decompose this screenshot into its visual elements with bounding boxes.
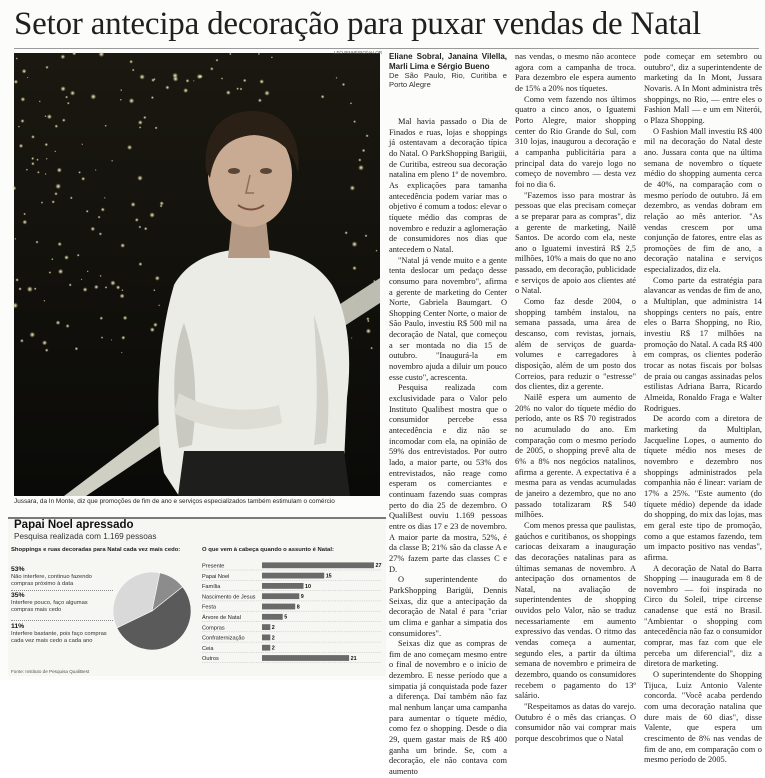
bar <box>262 583 304 589</box>
light-dot <box>353 120 356 123</box>
paragraph: Seixas diz que as compras de fim de ano começam mesmo entre o final de novembro e o início de dezembro. E nesse período que a simpatia já conquistada pode fazer a diferença. Daí também não faz mal nenhum lançar uma campanha para aumentar o tíquete médio, como fez o shopping. Desde o dia 29, quem gastar mais de R$ 400 ganha um brinde. Se, com a decoração, ele não contava com aumento <box>389 639 507 777</box>
paragraph: De acordo com a diretora de marketing da Multiplan, Jacqueline Lopes, o aumento do tíquete médio nos meses de novembro e dezembro nos shoppings administrados pela companhia não é linear: variam de 17% a 25%. "Este aumento (do tíquete médio) depende da idade do shopping, do mix das lojas, mas em geral este tipo de promoção, como a que estamos fazendo, tem um impacto positivo nas vendas", afirma. <box>644 414 762 562</box>
pie-legend-percent: 53% <box>11 566 25 573</box>
light-dot <box>243 79 247 83</box>
light-dot <box>12 303 18 309</box>
light-dot <box>105 125 107 127</box>
bar-category-label: Compras <box>202 625 225 632</box>
pie-legend-entry <box>11 566 109 588</box>
light-dot <box>100 316 104 320</box>
bar-category-label: Família <box>202 584 221 591</box>
bar <box>262 604 295 610</box>
light-dot <box>72 51 76 55</box>
light-dot <box>149 212 155 218</box>
light-dot <box>54 192 58 196</box>
photo-credit: LEO PINHEIRO/VALOR <box>334 50 383 55</box>
light-dot <box>236 87 239 90</box>
light-dot <box>87 270 89 272</box>
light-dot <box>61 54 66 59</box>
paragraph: pode começar em setembro ou outubro", diz a superintendente de marketing da In Mont, Jussara Novaris. A In Mont administra três shoppings, no Rio, — entre eles o Fashion Mall — e um em Niterói, o Plaza Shopping. <box>644 52 762 125</box>
light-dot <box>358 165 364 171</box>
bar <box>262 593 299 599</box>
headline: Setor antecipa decoração para puxar vendas de Natal <box>14 6 702 42</box>
light-dot <box>31 162 35 166</box>
light-dot <box>101 336 104 339</box>
bar-category-label: Árvore de Natal <box>202 615 241 621</box>
light-dot <box>366 134 369 137</box>
light-dot <box>271 56 273 58</box>
light-dot <box>132 69 135 72</box>
light-dot <box>137 175 143 181</box>
light-dot <box>155 276 160 281</box>
light-dot <box>216 59 219 62</box>
bar-category-label: Papai Noel <box>202 573 230 580</box>
paragraph: Como faz desde 2004, o shopping também instalou, na semana passada, uma área de descanso, com revistas, jornais, além de serviços de guarda-volumes e carregadores à disposição, além de um posto dos Correios, para reduzir o "estresse" dos clientes, diz a gerente. <box>515 297 636 392</box>
article-column-3 <box>644 52 762 765</box>
light-dot <box>358 158 361 161</box>
pie-legend-text: Não interfere, continuo fazendo compras próximo à data <box>11 574 92 587</box>
light-dot <box>131 202 136 207</box>
light-dot <box>34 287 37 290</box>
light-dot <box>31 135 35 139</box>
light-dot <box>151 96 154 99</box>
light-dot <box>31 157 34 160</box>
paragraph: O superintendente do ParkShopping Barigüi, Dennis Seixas, diz que a antecipação da decoração de Natal é para "criar um clima e ganhar a simpatia dos consumidores". <box>389 575 507 638</box>
light-dot <box>26 169 28 171</box>
light-dot <box>144 227 148 231</box>
light-dot <box>352 266 356 270</box>
bar <box>262 645 270 651</box>
light-dot <box>121 336 125 340</box>
light-dot <box>99 232 102 235</box>
light-dot <box>45 143 49 147</box>
light-dot <box>47 114 52 119</box>
light-dot <box>199 74 203 78</box>
bar-value-label: 27 <box>375 563 382 570</box>
light-dot <box>120 243 125 248</box>
light-dot <box>55 183 61 189</box>
light-dot <box>75 347 79 351</box>
paragraph: Pesquisa realizada com exclusividade para o Valor pelo Instituto Qualibest mostra que o consumidor percebe essa antecedência e diz não se incomodar com ela, na opinião de 59% dos entrevistados. Por outro lado, a maior parte, ou 53% dos entrevistados, não reage como esperam os comerciantes e continuam fazendo suas compras perto do dia 25 de dezembro. O QualiBest ouviu 1.169 pessoas entre os dias 17 e 23 de novembro. A maior parte da mostra, 52%, é da classe B; 21% são da classe A e 27% fazem parte das classes C e D. <box>389 383 507 574</box>
bar <box>262 562 374 568</box>
light-dot <box>57 168 62 173</box>
bar <box>262 624 270 630</box>
light-dot <box>160 201 164 205</box>
light-dot <box>111 339 113 341</box>
light-dot <box>86 210 89 213</box>
bar-value-label: 21 <box>350 655 357 662</box>
light-dot <box>45 173 47 175</box>
paragraph: Mal havia passado o Dia de Finados e ruas, lojas e shoppings já ostentavam a decoração típica do Natal. O ParkShopping Barigüi, de Curitiba, estreou sua decoração natalina em pleno 1º de novembro. As explicações para tamanha antecedência podem variar mas o objetivo é comum a todos: elevar o tíquete médio das compras de novembro e reduzir a aglomeração de consumidores nos dias que antecedem o Natal. <box>389 117 507 254</box>
light-dot <box>351 337 353 339</box>
light-dot <box>41 201 44 204</box>
bar-value-label: 2 <box>271 625 275 631</box>
pie-legend-percent: 35% <box>11 592 25 599</box>
paragraph: O Fashion Mall investiu R$ 400 mil na decoração do Natal deste ano. Jussara conta que na última semana de novembro o tíquete médio do shopping aumenta cerca de 40%, na comparação com o mesmo período de outubro. Já em dezembro, as vendas dobram em relação ao mês anterior. "As vendas crescem por uma conjunção de fatores, entre elas as promoções de fim de ano, a decoração natalina e serviços especializados, diz ela. <box>644 126 762 275</box>
paragraph: Como parte da estratégia para alavancar as vendas de fim de ano, a Multiplan, que administra 14 shoppings centers no país, entre eles o Barra Shopping, no Rio, investiu R$ 17 milhões na promoção do Natal. A cada R$ 400 em compras, os clientes poderão trocar as notas fiscais por bolsas de praia ou cangas assinadas pelos estilistas Adriana Barra, Ricardo Almeida, Ronaldo Fraga e Walter Rodrigues. <box>644 275 762 413</box>
light-dot <box>173 76 179 82</box>
light-dot <box>18 126 20 128</box>
light-dot <box>70 91 75 96</box>
light-dot <box>22 220 27 225</box>
light-dot <box>23 213 26 216</box>
light-dot <box>105 286 108 289</box>
light-dot <box>193 80 195 82</box>
light-dot <box>139 74 145 80</box>
light-dot <box>151 78 155 82</box>
article-photo <box>14 53 380 496</box>
light-dot <box>45 348 49 352</box>
light-dot <box>18 287 21 290</box>
light-dot <box>36 158 39 161</box>
light-dot <box>20 339 24 343</box>
pie-chart <box>110 569 194 653</box>
light-dot <box>44 115 46 117</box>
article-column-1 <box>389 52 507 777</box>
light-dot <box>60 86 65 91</box>
light-dot <box>90 94 96 100</box>
light-dot <box>155 126 158 129</box>
bar-value-label: 15 <box>325 573 332 580</box>
light-dot <box>352 241 358 247</box>
pie-legend-percent: 11% <box>11 623 25 630</box>
light-dot <box>120 99 122 101</box>
light-dot <box>94 285 99 290</box>
light-dot <box>367 320 370 323</box>
light-dot <box>22 69 27 74</box>
paragraph: Com menos pressa que paulistas, gaúchos e curitibanos, os shoppings cariocas deixaram a inauguração das decorações natalinas para as últimas semanas de novembro. A antecipação dos ornamentos de Natal, na avaliação de superintendentes de shopping ouvidos pelo Valor, não se traduz necessariamente em aumento expressivo das vendas. O ritmo das vendas começa a aumentar, segundo eles, a partir da última semana de novembro e primeira de dezembro, quando os consumidores recebem o pagamento do 13º salário. <box>515 520 636 701</box>
paragraph: Nailê espera um aumento de 20% no valor do tíquete médio do período, ante os R$ 70 registrados no acumulado do ano. Em comparação com o mesmo período de 2005, o shopping prevê alta de 6% a 8% nos negócios natalinos, afirma a gerente. A expectativa é a mesma para as vendas acumuladas de janeiro a dezembro, que no ano passado totalizaram R$ 540 milhões. <box>515 393 636 520</box>
light-dot <box>27 77 29 79</box>
paragraph: "Fazemos isso para mostrar às pessoas que elas precisam começar a se preparar para as compras", diz a gerente de marketing, Nailê Santos. De acordo com ela, neste ano o Iguatemi investirá R$ 2,5 milhões, 10% a mais do que no ano passado, em decoração, publicidade e serviços de apoio aos clientes até o Natal. <box>515 190 636 296</box>
light-dot <box>158 304 160 306</box>
bar <box>262 573 324 579</box>
light-dot <box>35 241 38 244</box>
paragraph: Como vem fazendo nos últimos quatro a cinco anos, o Iguatemi Porto Alegre, maior shopping center do Rio Grande do Sul, com 310 lojas, inaugurou a decoração e a campanha publicitária para a principal data do varejo logo no começo de novembro — desta vez foi no dia 6. <box>515 94 636 189</box>
light-dot <box>210 67 214 71</box>
paragraph: "Respeitamos as datas do varejo. Outubro é o mês das crianças. O consumidor não vai comprar mais porque descobrimos que o Natal <box>515 702 636 743</box>
light-dot <box>123 316 128 321</box>
paragraph: "Natal já vende muito e a gente tenta deslocar um pedaço desse consumo para novembro", afirma a gerente de marketing do Center Norte, Gabriela Baumgart. O Shopping Center Norte, o maior de São Paulo, investiu R$ 500 mil na decoração de Natal, que começou a ser montada no dia 15 de outubro. "Inaugurá-la em novembro ajuda a diluir um pouco esse custo", acrescenta. <box>389 255 507 382</box>
light-dot <box>129 60 133 64</box>
light-dot <box>139 126 142 129</box>
chart-source: Fonte: Instituto de Pesquisa QualiBest <box>11 669 90 674</box>
light-dot <box>153 289 155 291</box>
light-dot <box>366 328 371 333</box>
light-dot <box>81 143 83 145</box>
bar-value-label: 10 <box>305 583 311 590</box>
light-dot <box>350 102 352 104</box>
light-dot <box>362 149 366 153</box>
infobox-subtitle: Pesquisa realizada com 1.169 pessoas <box>14 532 157 541</box>
light-dot <box>66 324 70 328</box>
light-dot <box>120 294 125 299</box>
light-dot <box>55 124 59 128</box>
light-dot <box>143 116 146 119</box>
pie-legend-entry <box>11 623 109 645</box>
light-dot <box>342 83 345 86</box>
light-dot <box>16 57 18 59</box>
photo-caption: Jussara, da In Monte, diz que promoções de fim de ano e serviços especializados também estimulam o comércio <box>14 498 335 505</box>
light-dot <box>69 283 72 286</box>
light-dot <box>345 231 348 234</box>
light-dot <box>15 278 19 282</box>
light-dot <box>135 218 139 222</box>
pie-chart-question: Shoppings e ruas decoradas para Natal cada vez mais cedo: <box>11 547 181 553</box>
light-dot <box>365 234 368 237</box>
byline <box>389 52 507 89</box>
light-dot <box>52 200 55 203</box>
light-dot <box>64 255 69 260</box>
paragraph: O superintendente do Shopping Tijuca, Luiz Antonio Valente concorda. "Você acaba perdendo com uma decoração natalina que dure mais de 60 dias", disse Valente, que espera um crescimento de 8% nas vendas de fim de ano, em comparação com o mesmo período de 2005. <box>644 670 762 765</box>
light-dot <box>127 145 132 150</box>
paragraph: A decoração de Natal do Barra Shopping — inaugurada em 8 de novembro — foi inspirada no Circo du Soleil, tripe circense canadense que está no Brasil. "Ambientar o shopping com antecedência não faz o consumidor comprar, mas faz com que ele perceba um diferencial", diz a diretora de marketing. <box>644 563 762 669</box>
pie-legend-divider <box>11 590 113 591</box>
light-dot <box>98 51 104 57</box>
light-dot <box>110 280 115 285</box>
light-dot <box>65 96 68 99</box>
light-dot <box>78 171 81 174</box>
headline-rule <box>14 48 759 49</box>
light-dot <box>370 347 373 350</box>
light-dot <box>58 242 62 246</box>
light-dot <box>37 171 40 174</box>
infobox-title: Papai Noel apressado <box>14 519 134 531</box>
light-dot <box>221 77 223 79</box>
light-dot <box>375 250 377 252</box>
light-dot <box>258 53 260 55</box>
light-dot <box>67 102 70 105</box>
bar <box>262 635 270 641</box>
bar-category-label: Festa <box>202 604 216 611</box>
light-dot <box>264 90 269 95</box>
light-dot <box>49 271 52 274</box>
light-dot <box>70 196 73 199</box>
light-dot <box>54 150 56 152</box>
light-dot <box>138 120 143 125</box>
bar-chart-question: O que vem à cabeça quando o assunto é Natal: <box>202 547 334 553</box>
bar-value-label: 5 <box>284 614 288 621</box>
pie-legend-entry <box>11 592 109 614</box>
bar-category-label: Presente <box>202 563 225 570</box>
light-dot <box>240 88 243 91</box>
photo-illustration <box>14 53 380 496</box>
light-dot <box>43 300 45 302</box>
pie-legend-text: Interfere pouco, faço algumas compras mais cedo <box>11 600 88 613</box>
light-dot <box>183 88 188 93</box>
light-dot <box>229 53 232 56</box>
bar-category-label: Nascimento de Jesus <box>202 594 256 601</box>
light-dot <box>14 80 18 84</box>
light-dot <box>129 98 135 104</box>
light-dot <box>45 66 48 69</box>
bar-value-label: 9 <box>300 594 304 601</box>
light-dot <box>120 89 122 91</box>
bar <box>262 614 283 620</box>
paragraph: nas vendas, o mesmo não acontece agora com a campanha de troca. Para dezembro ele espera aumento de 15% a 20% nos tíquetes. <box>515 52 636 93</box>
light-dot <box>350 185 355 190</box>
light-dot <box>121 289 123 291</box>
light-dot <box>258 98 262 102</box>
light-dot <box>62 118 66 122</box>
light-dot <box>98 216 101 219</box>
light-dot <box>81 177 85 181</box>
bar-value-label: 2 <box>271 635 275 642</box>
byline-names: Eliane Sobral, Janaina Vilella, Marli Lima e Sérgio Bueno <box>389 52 507 71</box>
light-dot <box>39 100 41 102</box>
pie-legend-divider <box>11 620 113 621</box>
light-dot <box>186 79 190 83</box>
light-dot <box>12 186 17 191</box>
bar-value-label: 2 <box>271 645 275 652</box>
light-dot <box>153 323 158 328</box>
light-dot <box>81 279 83 281</box>
light-dot <box>46 158 48 160</box>
light-dot <box>111 160 113 162</box>
light-dot <box>150 327 155 332</box>
light-dot <box>101 208 105 212</box>
light-dot <box>104 197 106 199</box>
light-dot <box>336 77 338 79</box>
light-dot <box>58 269 63 274</box>
light-dot <box>51 258 53 260</box>
bar-category-label: Confraternização <box>202 635 245 642</box>
pie-legend-text: Interfere bastante, pois faço compras cada vez mais cedo a cada ano <box>11 631 107 644</box>
light-dot <box>165 85 169 89</box>
light-dot <box>27 286 33 292</box>
light-dot <box>91 227 96 232</box>
light-dot <box>19 144 23 148</box>
light-dot <box>56 320 61 325</box>
light-dot <box>21 119 25 123</box>
light-dot <box>77 254 80 257</box>
light-dot <box>14 238 16 240</box>
bar-category-label: Outros <box>202 656 219 663</box>
light-dot <box>95 169 97 171</box>
bar-chart <box>202 560 384 666</box>
light-dot <box>259 79 264 84</box>
light-dot <box>138 262 142 266</box>
light-dot <box>321 95 325 99</box>
light-dot <box>83 287 88 292</box>
article-column-2 <box>515 52 636 743</box>
bar <box>262 655 349 661</box>
light-dot <box>138 226 141 229</box>
light-dot <box>100 275 102 277</box>
bar-category-label: Ceia <box>202 645 214 652</box>
light-dot <box>226 90 231 95</box>
light-dot <box>121 352 123 354</box>
light-dot <box>21 97 26 102</box>
bar-value-label: 8 <box>296 604 300 611</box>
light-dot <box>29 332 35 338</box>
byline-place: De São Paulo, Rio, Curitiba e Porto Alegre <box>389 71 507 89</box>
light-dot <box>116 285 120 289</box>
light-dot <box>42 340 47 345</box>
